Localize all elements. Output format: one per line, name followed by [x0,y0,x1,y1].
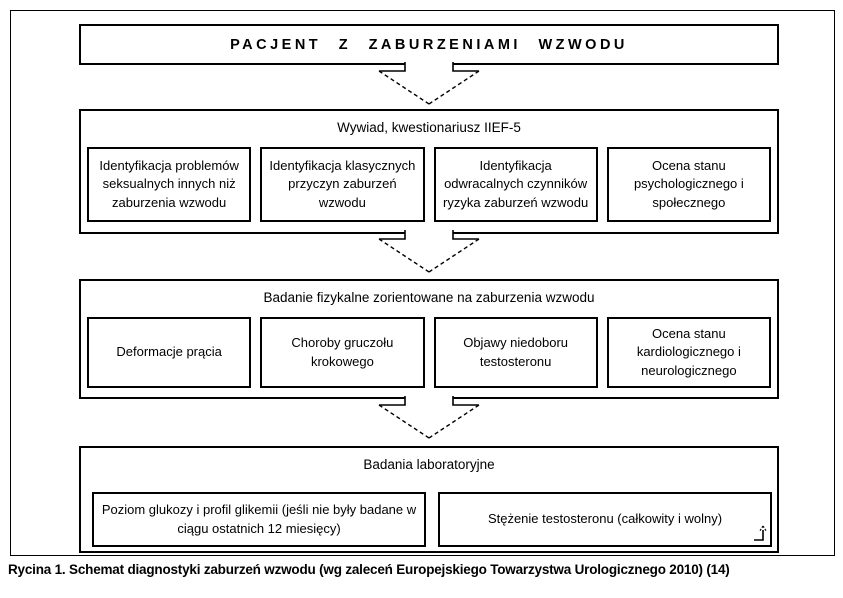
section-lab-tests-header: Badania laboratoryjne [363,457,495,472]
node-patient-label: PACJENT Z ZABURZENIAMI WZWODU [230,36,628,53]
box-psychosocial-status: Ocena stanu psychologicznego i społecznego [607,147,771,222]
section-interview-header: Wywiad, kwestionariusz IIEF-5 [337,120,521,135]
section-physical-exam [79,279,779,399]
lab-tests-box-row [92,492,772,547]
box-penile-deformities: Deformacje prącia [87,317,251,388]
down-arrow-icon [374,62,484,106]
box-cardio-neuro-status: Ocena stanu kardiologicznego i neurologicznego [607,317,771,388]
down-arrow-icon [374,230,484,274]
section-interview [79,109,779,234]
box-glucose-profile: Poziom glukozy i profil glikemii (jeśli nie były badane w ciągu ostatnich 12 miesięcy) [92,492,426,547]
box-testosterone-level-label: Stężenie testosteronu (całkowity i wolny) [487,511,723,527]
flowchart-frame [10,10,835,556]
box-prostate-diseases: Choroby gruczołu krokowego [260,317,424,388]
physical-exam-box-row [87,317,771,388]
interview-box-row [87,147,771,222]
node-patient [79,24,779,65]
section-lab-tests [79,446,779,553]
box-reversible-risk-factors: Identyfikacja odwracalnych czynników ryzyka zaburzeń wzwodu [434,147,598,222]
figure-caption: Rycina 1. Schemat diagnostyki zaburzeń wzwodu (wg zaleceń Europejskiego Towarzystwa Urologicznego 2010) (14) [8,562,730,577]
down-arrow-icon [374,396,484,440]
box-sexual-problems: Identyfikacja problemów seksualnych innych niż zaburzenia wzwodu [87,147,251,222]
bent-arrow-icon [752,525,768,543]
box-testosterone-level [438,492,772,547]
box-testosterone-deficiency-signs: Objawy niedoboru testosteronu [434,317,598,388]
section-physical-exam-header: Badanie fizykalne zorientowane na zaburzenia wzwodu [263,290,595,305]
box-classic-causes: Identyfikacja klasycznych przyczyn zaburzeń wzwodu [260,147,424,222]
